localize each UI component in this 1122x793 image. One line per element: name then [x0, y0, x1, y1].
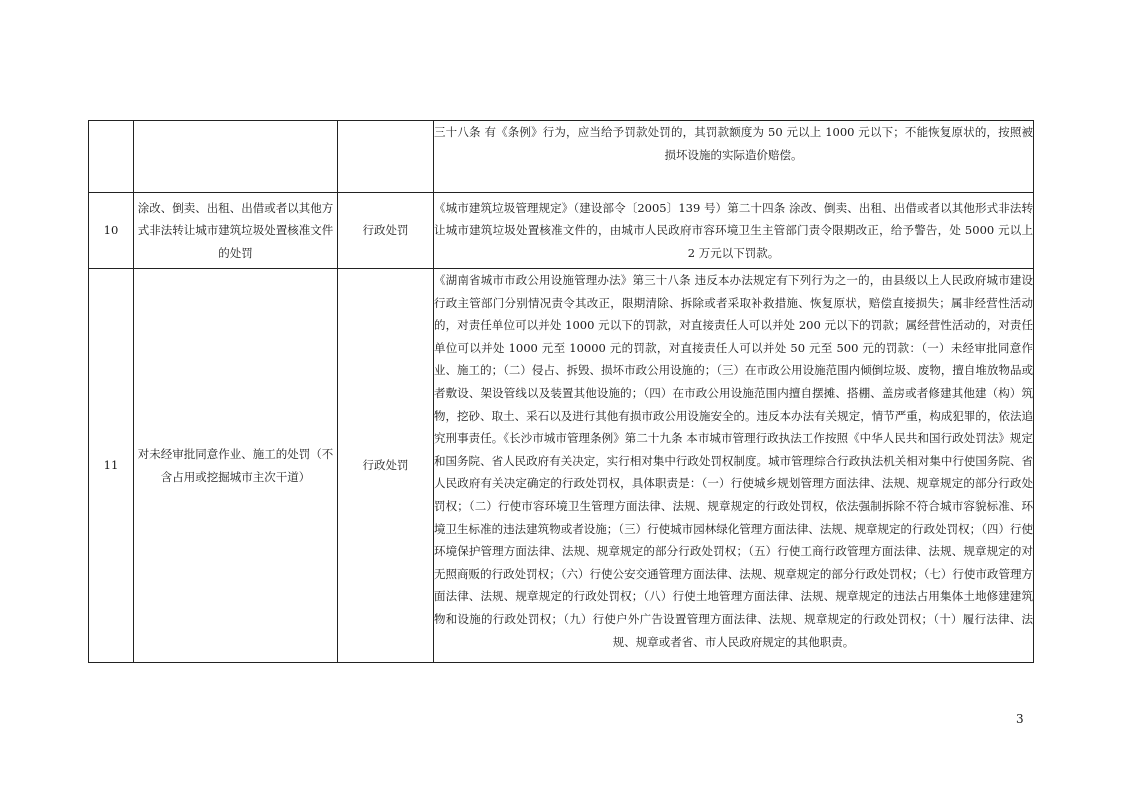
item-name [134, 121, 338, 193]
item-name: 涂改、倒卖、出租、出借或者以其他方式非法转让城市建筑垃圾处置核准文件的处罚 [134, 193, 338, 269]
table-row [89, 121, 1034, 193]
legal-basis: 《城市建筑垃圾管理规定》（建设部令〔2005〕139 号）第二十四条 涂改、倒卖、出租、出借或者以其他形式非法转让城市建筑垃圾处置核准文件的，由城市人民政府市容环境卫生主管部门责令限期改正，给予警告，处 5000 元以上 2 万元以下罚款。 [434, 193, 1034, 269]
item-category: 行政处罚 [338, 269, 434, 663]
legal-basis: 三十八条 有《条例》行为，应当给予罚款处罚的，其罚款额度为 50 元以上 1000 元以下；不能恢复原状的，按照被损坏设施的实际造价赔偿。 [434, 121, 1034, 193]
legal-basis: 《湖南省城市市政公用设施管理办法》第三十八条 违反本办法规定有下列行为之一的，由县级以上人民政府城市建设行政主管部门分别情况责令其改正，限期清除、拆除或者采取补救措施、恢复原状，赔偿直接损失；属非经营性活动的，对责任单位可以并处 1000 元以下的罚款，对直接责任人可以并处 200 元以下的罚款；属经营性活动的，对责任单位可以并处 1000 元至 10000 元的罚款，对直接责任人可以并处 50 元至 500 元的罚款：（一）未经审批同意作业、施工的；（二）侵占、拆毁、损坏市政公用设施的；（三）在市政公用设施范围内倾倒垃圾、废物，擅自堆放物品或者敷设、架设管线以及装置其他设施的；（四）在市政公用设施范围内擅自摆摊、搭棚、盖房或者修建其他建（构）筑物，挖砂、取土、采石以及进行其他有损市政公用设施安全的。违反本办法有关规定，情节严重，构成犯罪的，依法追究刑事责任。《长沙市城市管理条例》第二十九条 本市城市管理行政执法工作按照《中华人民共和国行政处罚法》规定和国务院、省人民政府有关决定，实行相对集中行政处罚权制度。城市管理综合行政执法机关相对集中行使国务院、省人民政府有关决定确定的行政处罚权，具体职责是：（一）行使城乡规划管理方面法律、法规、规章规定的部分行政处罚权；（二）行使市容环境卫生管理方面法律、法规、规章规定的行政处罚权，依法强制拆除不符合城市容貌标准、环境卫生标准的违法建筑物或者设施；（三）行使城市园林绿化管理方面法律、法规、规章规定的行政处罚权；（四）行使环境保护管理方面法律、法规、规章规定的部分行政处罚权；（五）行使工商行政管理方面法律、法规、规章规定的对无照商贩的行政处罚权；（六）行使公安交通管理方面法律、法规、规章规定的部分行政处罚权；（七）行使市政管理方面法律、法规、规章规定的行政处罚权；（八）行使土地管理方面法律、法规、规章规定的违法占用集体土地修建建筑物和设施的行政处罚权；（九）行使户外广告设置管理方面法律、法规、规章规定的行政处罚权；（十）履行法律、法规、规章或者省、市人民政府规定的其他职责。 [434, 269, 1034, 663]
item-category [338, 121, 434, 193]
power-list-table [88, 120, 1034, 663]
table-row [89, 193, 1034, 269]
table-row [89, 269, 1034, 663]
item-category: 行政处罚 [338, 193, 434, 269]
row-number: 11 [89, 269, 134, 663]
row-number: 10 [89, 193, 134, 269]
page-number: 3 [1016, 712, 1024, 726]
row-number [89, 121, 134, 193]
item-name: 对未经审批同意作业、施工的处罚（不含占用或挖掘城市主次干道） [134, 269, 338, 663]
